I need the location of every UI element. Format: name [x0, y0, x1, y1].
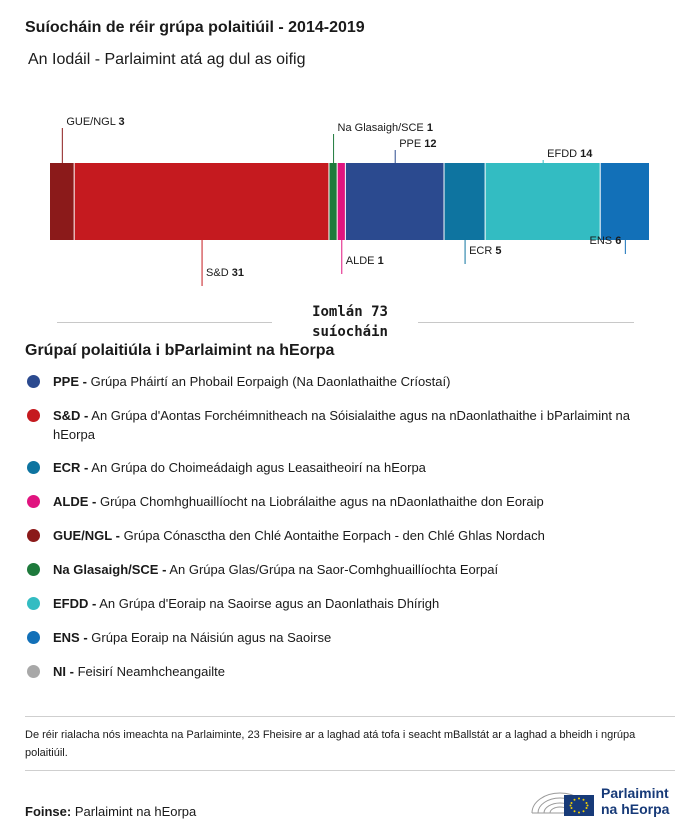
legend-item-gue-ngl — [25, 526, 675, 545]
logo-line2: na hEorpa — [601, 801, 670, 817]
segment-label-alde: ALDE 1 — [345, 255, 384, 267]
legend-abbr: ECR - — [53, 460, 89, 475]
logo-line1: Parlaimint — [601, 785, 669, 801]
source-note — [25, 804, 196, 819]
legend-abbr: Na Glasaigh/SCE - — [53, 562, 167, 577]
legend-item-ecr — [25, 458, 675, 477]
legend-desc: An Grúpa do Choimeádaigh agus Leasaitheoirí na hEorpa — [91, 460, 426, 475]
segment-label-na-glasaigh-sce: Na Glasaigh/SCE 1 — [337, 122, 433, 134]
legend-item-ens — [25, 628, 675, 647]
legend-abbr: PPE - — [53, 374, 87, 389]
segment-label-ecr: ECR 5 — [469, 245, 502, 257]
legend-desc: An Grúpa d'Eoraip na Saoirse agus an Daonlathais Dhírigh — [99, 596, 440, 611]
legend-item-efdd — [25, 594, 675, 613]
segment-label-gue-ngl: GUE/NGL 3 — [66, 116, 125, 128]
segment-label-ppe: PPE 12 — [399, 138, 437, 150]
legend-desc: Feisirí Neamhcheangailte — [77, 664, 225, 679]
legend-desc: Grúpa Pháirtí an Phobail Eorpaigh (Na Daonlathaithe Críostaí) — [90, 374, 451, 389]
bar-segment-efdd — [486, 163, 600, 240]
bar-segment-ppe — [346, 163, 444, 240]
logo-wordmark — [601, 785, 669, 817]
legend-title: Grúpaí polaitiúla i bParlaimint na hEorpa — [25, 342, 335, 359]
bar-segment-ens — [601, 163, 649, 240]
legend-abbr: GUE/NGL - — [53, 528, 120, 543]
bar-segment-s-d — [75, 163, 329, 240]
legend-dot-icon — [27, 461, 40, 474]
legend-item-sd — [25, 406, 675, 444]
legend-abbr: ENS - — [53, 630, 88, 645]
bar-segment-alde — [338, 163, 345, 240]
bar-segment-ecr — [445, 163, 485, 240]
legend-desc: Grúpa Cónasctha den Chlé Aontaithe Eorpach - den Chlé Ghlas Nordach — [123, 528, 545, 543]
legend-abbr: ALDE - — [53, 494, 97, 509]
legend-abbr: NI - — [53, 664, 74, 679]
legend-item-ni — [25, 662, 675, 681]
chart-subtitle: An Iodáil - Parlaimint atá ag dul as oifig — [28, 51, 306, 68]
segment-label-s-d: S&D 31 — [206, 267, 244, 279]
segment-label-efdd: EFDD 14 — [547, 148, 593, 160]
legend-dot-icon — [27, 665, 40, 678]
legend-dot-icon — [27, 631, 40, 644]
legend-dot-icon — [27, 375, 40, 388]
legend-desc: Grúpa Eoraip na Náisiún agus na Saoirse — [91, 630, 332, 645]
legend-item-greens — [25, 560, 675, 579]
legend-dot-icon — [27, 597, 40, 610]
bar-segment-na-glasaigh-sce — [329, 163, 336, 240]
divider — [25, 770, 675, 771]
chart-title: Suíocháin de réir grúpa polaitiúil - 2014-2019 — [25, 19, 365, 36]
legend-desc: An Grúpa d'Aontas Forchéimnitheach na Sóisialaithe agus na nDaonlathaithe i bParlaimint na hEorpa — [53, 408, 630, 442]
legend-abbr: S&D - — [53, 408, 89, 423]
legend-abbr: EFDD - — [53, 596, 97, 611]
legend-dot-icon — [27, 563, 40, 576]
source-label: Foinse: — [25, 804, 72, 819]
legend-dot-icon — [27, 409, 40, 422]
legend-item-alde — [25, 492, 675, 511]
legend-dot-icon — [27, 495, 40, 508]
legend-dot-icon — [27, 529, 40, 542]
legend-item-ppe — [25, 372, 675, 391]
legend-desc: An Grúpa Glas/Grúpa na Saor-Comhghuaillíochta Eorpaí — [169, 562, 499, 577]
seat-total: Iomlán 73 suíocháin — [312, 304, 388, 340]
segment-label-ens: ENS 6 — [589, 235, 622, 247]
bar-segment-gue-ngl — [50, 163, 74, 240]
source-text: Parlaimint na hEorpa — [74, 804, 197, 819]
footnote: De réir rialacha nós imeachta na Parlaiminte, 23 Fheisire ar a laghad atá tofa i seacht mBallstát ar a laghad a bheidh i ngrúpa polaitiúil. — [25, 729, 636, 759]
legend-desc: Grúpa Chomhghuaillíocht na Liobrálaithe agus na nDaonlathaithe don Eoraip — [99, 494, 544, 509]
divider — [25, 716, 675, 717]
